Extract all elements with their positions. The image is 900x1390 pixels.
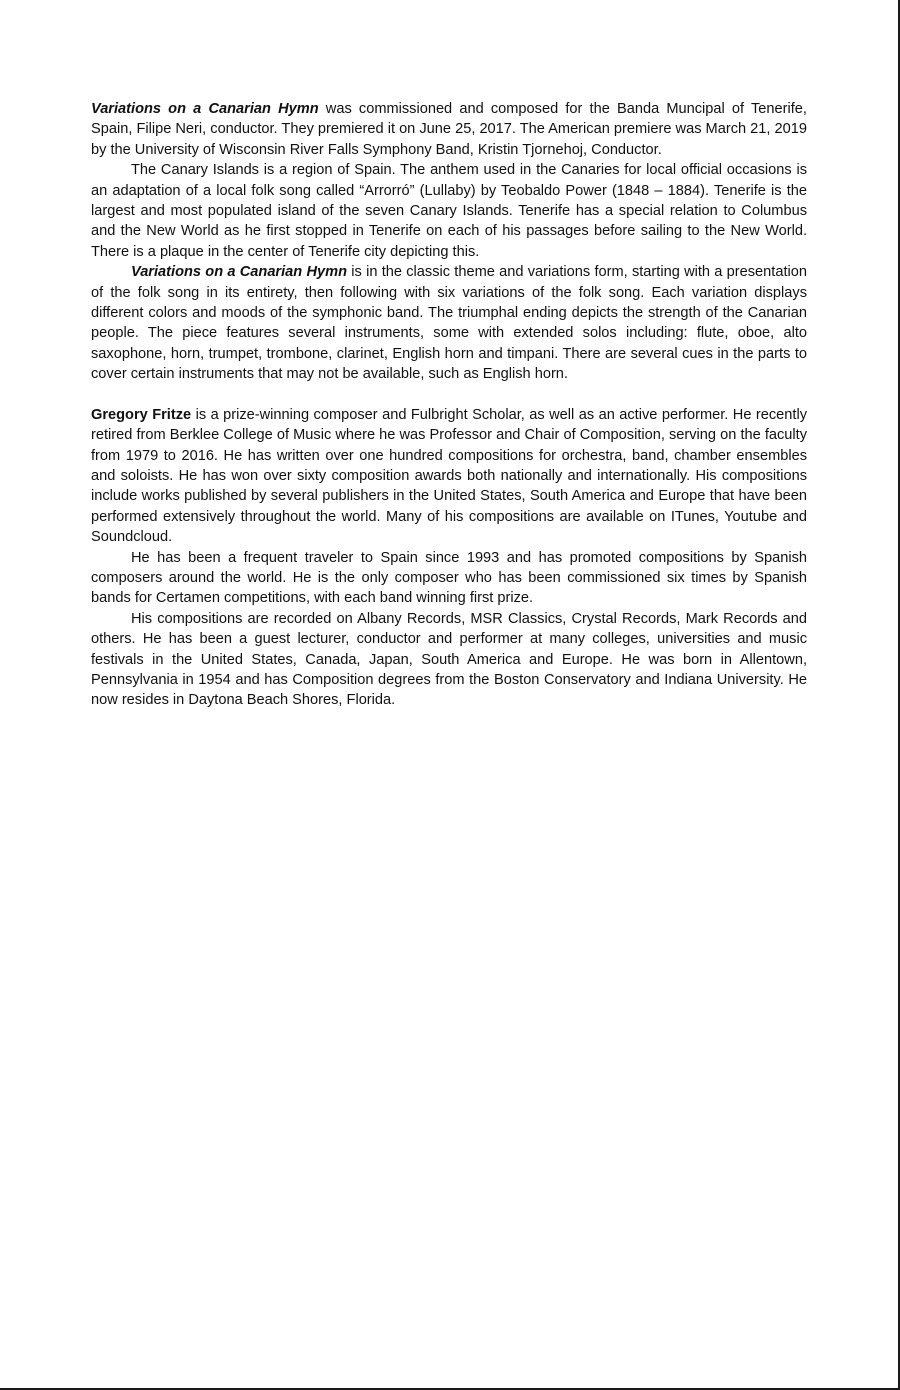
composer-bio-paragraph-3: His compositions are recorded on Albany Records, MSR Classics, Crystal Records, Mark Records and others. He has been a guest lecturer, conductor and performer at many colleges, universities and music festivals in the United States, Canada, Japan, South America and Europe. He was born in Allentown, Pennsylvania in 1954 and has Composition degrees from the Boston Conservatory and Indiana University. He now resides in Daytona Beach Shores, Florida. [91,610,807,709]
piece-notes-text: was commissioned and composed for the Banda Muncipal of Tenerife, Spain, Filipe Neri, conductor. They premiered it on June 25, 2017. The American premiere was March 21, 2019 by the University of Wisconsin River Falls Symphony Band, Kristin Tjornehoj, Conductor. [91,101,807,158]
piece-title: Variations on a Canarian Hymn [131,264,348,281]
text-column [91,99,807,711]
piece-notes-text: is in the classic theme and variations form, starting with a presentation of the folk song in its entirety, then following with six variations of the folk song. Each variation displays different colors and moods of the symphonic band. The triumphal ending depicts the strength of the Canarian people. The piece features several instruments, some with extended solos including: flute, oboe, alto saxophone, horn, trumpet, trombone, clarinet, English horn and timpani. There are several cues in the parts to cover certain instruments that may not be available, such as English horn. [91,264,807,383]
composer-bio-paragraph-2: He has been a frequent traveler to Spain since 1993 and has promoted compositions by Spanish composers around the world. He is the only composer who has been commissioned six times by Spanish bands for Certamen competitions, with each band winning first prize. [91,549,807,607]
piece-notes-paragraph-1 [91,99,807,160]
piece-title: Variations on a Canarian Hymn [91,101,319,117]
composer-name: Gregory Fritze [91,406,192,423]
composer-bio-paragraph-1 [91,405,807,548]
composer-bio-text: is a prize-winning composer and Fulbright Scholar, as well as an active performer. He recently retired from Berklee College of Music where he was Professor and Chair of Composition, serving on the faculty from 1979 to 2016. He has written over one hundred compositions for orchestra, band, chamber ensembles and soloists. He has won over sixty composition awards both nationally and internationally. His compositions include works published by several publishers in the United States, South America and Europe that have been performed extensively throughout the world. Many of his compositions are available on ITunes, Youtube and Soundcloud. [91,406,807,546]
piece-notes-paragraph-2: The Canary Islands is a region of Spain. The anthem used in the Canaries for local official occasions is an adaptation of a local folk song called “Arrorró” (Lullaby) by Teobaldo Power (1848 – 1884). Tenerife is the largest and most populated island of the seven Canary Islands. Tenerife has a special relation to Columbus and the New World as he first stopped in Tenerife on each of his passages before sailing to the New World. There is a plaque in the center of Tenerife city depicting this. [91,162,807,260]
piece-notes-paragraph-3 [91,262,807,384]
